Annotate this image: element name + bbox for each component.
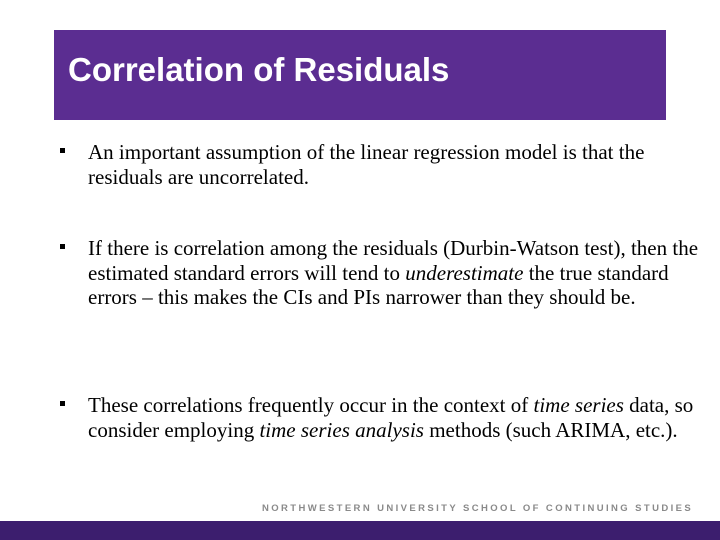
bullet-text-segment: methods (such ARIMA, etc.). <box>423 417 678 442</box>
bullet-text <box>88 140 713 189</box>
bullet-text-segment: These correlations frequently occur in the context of <box>88 393 534 417</box>
bullet-text <box>88 236 713 310</box>
bullet-text-emphasis: time series analysis <box>259 417 424 442</box>
bullet-square-icon <box>60 401 65 406</box>
bullet-text-emphasis: underestimate <box>405 260 524 285</box>
bullet-square-icon <box>60 244 65 249</box>
slide-title: Correlation of Residuals <box>68 51 450 88</box>
bullet-square-icon <box>60 148 65 153</box>
footer-institution-label: NORTHWESTERN UNIVERSITY SCHOOL OF CONTINUING STUDIES <box>262 503 694 514</box>
footer-bar <box>0 521 720 540</box>
bullet-text <box>88 393 713 442</box>
bullet-text-segment: the true standard errors – this makes the CIs and PIs narrower than they should be. <box>88 260 669 309</box>
bullet-text-segment: If there is correlation among the residuals (Durbin-Watson test), then the estimated standard errors will tend to <box>88 236 699 285</box>
bullet-text-segment: data, so consider employing <box>88 393 694 442</box>
bullet-list <box>54 0 720 520</box>
bullet-text-segment: An important assumption of the linear regression model is that the residuals are uncorrelated. <box>88 140 645 189</box>
bullet-text-emphasis: time series <box>533 393 624 417</box>
